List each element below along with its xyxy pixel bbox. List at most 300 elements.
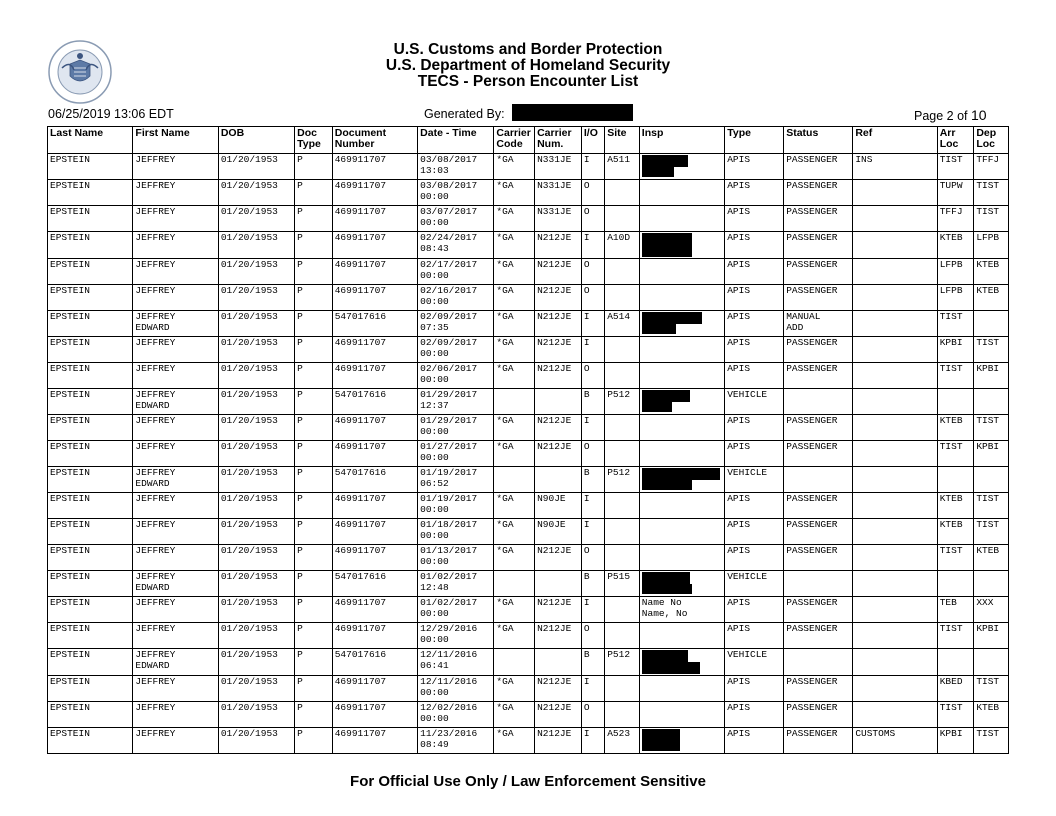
cell-first: JEFFREY [133, 232, 218, 259]
cell-dep: TIST [974, 206, 1009, 232]
cell-io: O [581, 702, 604, 728]
redaction-block [642, 584, 692, 594]
cell-dob: 01/20/1953 [218, 467, 294, 493]
cell-last: EPSTEIN [48, 311, 133, 337]
column-header: Arr Loc [937, 127, 974, 154]
cell-insp [639, 623, 724, 649]
cell-site [605, 363, 640, 389]
cell-status: PASSENGER [784, 285, 853, 311]
cell-status: MANUAL ADD [784, 311, 853, 337]
column-header: Status [784, 127, 853, 154]
table-row [48, 493, 1009, 519]
cell-docnum: 469911707 [332, 337, 417, 363]
generated-by-redaction [512, 104, 633, 121]
redaction-block [642, 312, 702, 324]
cell-status [784, 571, 853, 597]
table-row [48, 259, 1009, 285]
cell-type: APIS [725, 493, 784, 519]
cell-dob: 01/20/1953 [218, 363, 294, 389]
cell-dt: 03/08/2017 00:00 [418, 180, 494, 206]
cell-type: VEHICLE [725, 649, 784, 676]
redaction-block [642, 572, 690, 584]
table-row [48, 467, 1009, 493]
cell-last: EPSTEIN [48, 363, 133, 389]
cell-insp [639, 702, 724, 728]
redaction-block [642, 662, 700, 674]
cell-status: PASSENGER [784, 415, 853, 441]
cell-arr: TFFJ [937, 206, 974, 232]
cell-cc: *GA [494, 728, 535, 754]
redaction-block [642, 167, 674, 177]
cell-ref [853, 311, 937, 337]
cell-io: O [581, 441, 604, 467]
cell-ref [853, 337, 937, 363]
redaction-block [642, 480, 692, 490]
cell-ref [853, 519, 937, 545]
redaction-block [642, 729, 680, 751]
cell-dt: 02/24/2017 08:43 [418, 232, 494, 259]
cell-arr: KPBI [937, 728, 974, 754]
cell-insp [639, 285, 724, 311]
cell-dob: 01/20/1953 [218, 180, 294, 206]
column-header: Last Name [48, 127, 133, 154]
cell-doc: P [295, 389, 333, 415]
cell-dep: TIST [974, 519, 1009, 545]
cell-site [605, 180, 640, 206]
cell-ref [853, 623, 937, 649]
cell-last: EPSTEIN [48, 259, 133, 285]
cell-dt: 12/29/2016 00:00 [418, 623, 494, 649]
cell-doc: P [295, 180, 333, 206]
cell-arr: KTEB [937, 415, 974, 441]
cell-dep [974, 389, 1009, 415]
cell-docnum: 547017616 [332, 571, 417, 597]
cell-docnum: 469911707 [332, 676, 417, 702]
cell-io: O [581, 545, 604, 571]
cell-docnum: 469911707 [332, 232, 417, 259]
cell-insp [639, 519, 724, 545]
cell-docnum: 469911707 [332, 180, 417, 206]
cell-arr: TIST [937, 363, 974, 389]
column-header: Insp [639, 127, 724, 154]
cell-docnum: 469911707 [332, 206, 417, 232]
cell-status: PASSENGER [784, 363, 853, 389]
cell-dt: 12/11/2016 00:00 [418, 676, 494, 702]
cell-io: I [581, 519, 604, 545]
cell-doc: P [295, 415, 333, 441]
cell-last: EPSTEIN [48, 180, 133, 206]
cell-io: I [581, 154, 604, 180]
cell-type: APIS [725, 545, 784, 571]
cell-first: JEFFREY [133, 180, 218, 206]
cell-arr: KTEB [937, 493, 974, 519]
cell-last: EPSTEIN [48, 285, 133, 311]
cell-arr: TIST [937, 702, 974, 728]
cell-docnum: 469911707 [332, 493, 417, 519]
cell-type: APIS [725, 154, 784, 180]
cell-type: VEHICLE [725, 389, 784, 415]
cell-first: JEFFREY [133, 519, 218, 545]
cell-dob: 01/20/1953 [218, 649, 294, 676]
cell-ref [853, 441, 937, 467]
cell-cn: N212JE [535, 545, 582, 571]
cell-cc: *GA [494, 363, 535, 389]
cell-io: B [581, 571, 604, 597]
redaction-block [642, 233, 692, 257]
cell-insp [639, 311, 724, 337]
encounter-table [47, 126, 1009, 754]
cell-arr: TIST [937, 441, 974, 467]
table-row [48, 676, 1009, 702]
cell-ref: INS [853, 154, 937, 180]
cell-cc: *GA [494, 597, 535, 623]
cell-dt: 01/13/2017 00:00 [418, 545, 494, 571]
cell-cc: *GA [494, 154, 535, 180]
cell-type: APIS [725, 728, 784, 754]
cell-doc: P [295, 154, 333, 180]
cell-type: APIS [725, 206, 784, 232]
cell-ref [853, 285, 937, 311]
cell-last: EPSTEIN [48, 493, 133, 519]
cell-docnum: 469911707 [332, 519, 417, 545]
cell-first: JEFFREY [133, 728, 218, 754]
table-row [48, 597, 1009, 623]
cell-status: PASSENGER [784, 623, 853, 649]
table-row [48, 206, 1009, 232]
cell-cc: *GA [494, 623, 535, 649]
cell-docnum: 469911707 [332, 702, 417, 728]
cell-doc: P [295, 363, 333, 389]
cell-docnum: 469911707 [332, 623, 417, 649]
cell-ref [853, 676, 937, 702]
cell-dob: 01/20/1953 [218, 519, 294, 545]
cell-io: I [581, 728, 604, 754]
cell-first: JEFFREY [133, 441, 218, 467]
cell-status: PASSENGER [784, 597, 853, 623]
cell-cc [494, 649, 535, 676]
cell-type: APIS [725, 311, 784, 337]
cell-last: EPSTEIN [48, 232, 133, 259]
cell-cc: *GA [494, 259, 535, 285]
cell-last: EPSTEIN [48, 415, 133, 441]
cell-dt: 01/19/2017 06:52 [418, 467, 494, 493]
cell-io: I [581, 311, 604, 337]
cell-arr [937, 467, 974, 493]
table-row [48, 571, 1009, 597]
cell-doc: P [295, 311, 333, 337]
cell-cc [494, 389, 535, 415]
cell-dep: TIST [974, 676, 1009, 702]
cell-io: I [581, 337, 604, 363]
cell-status: PASSENGER [784, 154, 853, 180]
cell-status: PASSENGER [784, 206, 853, 232]
cell-first: JEFFREY [133, 285, 218, 311]
cell-io: B [581, 389, 604, 415]
cell-cc: *GA [494, 415, 535, 441]
cell-type: APIS [725, 415, 784, 441]
cell-status: PASSENGER [784, 545, 853, 571]
cell-dt: 01/02/2017 00:00 [418, 597, 494, 623]
cell-insp [639, 728, 724, 754]
cell-docnum: 469911707 [332, 597, 417, 623]
cell-cc: *GA [494, 232, 535, 259]
table-row [48, 441, 1009, 467]
cell-insp [639, 467, 724, 493]
header-department: U.S. Department of Homeland Security [385, 57, 671, 74]
cell-dob: 01/20/1953 [218, 571, 294, 597]
cell-type: APIS [725, 623, 784, 649]
cell-doc: P [295, 597, 333, 623]
cell-cc: *GA [494, 337, 535, 363]
cell-arr [937, 571, 974, 597]
report-datetime: 06/25/2019 13:06 EDT [48, 107, 174, 121]
column-header: First Name [133, 127, 218, 154]
cell-dep: KPBI [974, 441, 1009, 467]
cell-type: APIS [725, 676, 784, 702]
cell-status [784, 467, 853, 493]
cell-ref [853, 259, 937, 285]
table-row [48, 232, 1009, 259]
cell-arr [937, 389, 974, 415]
cell-first: JEFFREY EDWARD [133, 649, 218, 676]
cell-insp [639, 180, 724, 206]
cell-cn [535, 467, 582, 493]
cell-cc: *GA [494, 441, 535, 467]
cell-site [605, 545, 640, 571]
cell-dep: TIST [974, 415, 1009, 441]
cell-last: EPSTEIN [48, 206, 133, 232]
cell-dep: KPBI [974, 623, 1009, 649]
cell-first: JEFFREY [133, 676, 218, 702]
table-row [48, 415, 1009, 441]
cell-first: JEFFREY EDWARD [133, 389, 218, 415]
column-header: Dep Loc [974, 127, 1009, 154]
cell-doc: P [295, 623, 333, 649]
cell-dt: 02/06/2017 00:00 [418, 363, 494, 389]
redaction-block [642, 155, 688, 167]
cell-dep [974, 311, 1009, 337]
cell-first: JEFFREY [133, 702, 218, 728]
cell-dob: 01/20/1953 [218, 623, 294, 649]
cell-dob: 01/20/1953 [218, 441, 294, 467]
cell-io: O [581, 285, 604, 311]
cell-doc: P [295, 493, 333, 519]
cell-dt: 02/16/2017 00:00 [418, 285, 494, 311]
cell-ref [853, 545, 937, 571]
cell-cn: N212JE [535, 415, 582, 441]
generated-by-label: Generated By: [424, 107, 505, 121]
cell-insp [639, 363, 724, 389]
cell-dt: 12/02/2016 00:00 [418, 702, 494, 728]
cell-first: JEFFREY [133, 597, 218, 623]
table-header-row [48, 127, 1009, 154]
cell-io: I [581, 232, 604, 259]
cell-cn: N90JE [535, 493, 582, 519]
cell-first: JEFFREY [133, 363, 218, 389]
cell-arr: TUPW [937, 180, 974, 206]
cell-doc: P [295, 259, 333, 285]
table-row [48, 545, 1009, 571]
cell-dob: 01/20/1953 [218, 597, 294, 623]
cell-ref [853, 649, 937, 676]
cell-dt: 02/09/2017 07:35 [418, 311, 494, 337]
cell-cn: N90JE [535, 519, 582, 545]
cell-status: PASSENGER [784, 259, 853, 285]
cell-last: EPSTEIN [48, 154, 133, 180]
cell-dt: 01/27/2017 00:00 [418, 441, 494, 467]
cell-io: I [581, 415, 604, 441]
cell-docnum: 469911707 [332, 415, 417, 441]
cell-insp [639, 154, 724, 180]
cell-dt: 12/11/2016 06:41 [418, 649, 494, 676]
cell-dep: KTEB [974, 285, 1009, 311]
page-label: Page 2 of [914, 109, 968, 123]
cell-insp [639, 415, 724, 441]
cell-insp [639, 206, 724, 232]
cell-cc: *GA [494, 206, 535, 232]
page-total: 10 [971, 107, 987, 123]
cell-docnum: 469911707 [332, 441, 417, 467]
cell-insp [639, 571, 724, 597]
cell-ref [853, 232, 937, 259]
cell-type: APIS [725, 180, 784, 206]
cell-last: EPSTEIN [48, 623, 133, 649]
column-header: Doc Type [295, 127, 333, 154]
cell-dep [974, 571, 1009, 597]
cell-docnum: 547017616 [332, 389, 417, 415]
table-row [48, 728, 1009, 754]
cell-site: A511 [605, 154, 640, 180]
cell-site: A514 [605, 311, 640, 337]
column-header: Type [725, 127, 784, 154]
cell-last: EPSTEIN [48, 571, 133, 597]
cell-type: APIS [725, 441, 784, 467]
cell-insp [639, 441, 724, 467]
cell-cn: N212JE [535, 597, 582, 623]
cell-site: A523 [605, 728, 640, 754]
cell-dob: 01/20/1953 [218, 676, 294, 702]
cell-cn: N212JE [535, 702, 582, 728]
cell-dob: 01/20/1953 [218, 232, 294, 259]
cell-dob: 01/20/1953 [218, 493, 294, 519]
cell-insp [639, 259, 724, 285]
cell-docnum: 547017616 [332, 311, 417, 337]
cell-ref [853, 597, 937, 623]
cell-insp [639, 676, 724, 702]
cell-dob: 01/20/1953 [218, 337, 294, 363]
cell-ref [853, 467, 937, 493]
cell-dep: TIST [974, 493, 1009, 519]
redaction-block [642, 650, 688, 662]
cell-last: EPSTEIN [48, 389, 133, 415]
cell-first: JEFFREY EDWARD [133, 467, 218, 493]
cell-insp [639, 545, 724, 571]
cell-cc: *GA [494, 676, 535, 702]
column-header: Ref [853, 127, 937, 154]
cell-dep: KTEB [974, 545, 1009, 571]
cell-site [605, 597, 640, 623]
cell-status [784, 649, 853, 676]
cell-status [784, 389, 853, 415]
cell-doc: P [295, 649, 333, 676]
table-row [48, 649, 1009, 676]
cell-arr: TIST [937, 545, 974, 571]
table-row [48, 702, 1009, 728]
cell-arr [937, 649, 974, 676]
table-row [48, 623, 1009, 649]
redaction-block [642, 390, 690, 402]
cell-cc: *GA [494, 180, 535, 206]
cell-docnum: 547017616 [332, 649, 417, 676]
dhs-seal-logo [48, 40, 112, 104]
cell-cc: *GA [494, 493, 535, 519]
cell-first: JEFFREY [133, 259, 218, 285]
cell-cc: *GA [494, 285, 535, 311]
cell-dob: 01/20/1953 [218, 415, 294, 441]
cell-type: VEHICLE [725, 467, 784, 493]
cell-ref [853, 389, 937, 415]
cell-site: P512 [605, 649, 640, 676]
cell-ref: CUSTOMS [853, 728, 937, 754]
cell-doc: P [295, 232, 333, 259]
cell-dt: 01/02/2017 12:48 [418, 571, 494, 597]
cell-docnum: 469911707 [332, 363, 417, 389]
report-title: TECS - Person Encounter List [417, 73, 639, 90]
header-agency: U.S. Customs and Border Protection [393, 41, 663, 58]
cell-dob: 01/20/1953 [218, 545, 294, 571]
cell-arr: KPBI [937, 337, 974, 363]
cell-first: JEFFREY [133, 154, 218, 180]
cell-docnum: 469911707 [332, 545, 417, 571]
cell-dt: 03/08/2017 13:03 [418, 154, 494, 180]
cell-ref [853, 180, 937, 206]
cell-insp [639, 337, 724, 363]
cell-cn: N212JE [535, 337, 582, 363]
cell-type: VEHICLE [725, 571, 784, 597]
table-row [48, 363, 1009, 389]
cell-dt: 01/29/2017 12:37 [418, 389, 494, 415]
cell-doc: P [295, 571, 333, 597]
cell-cn: N212JE [535, 311, 582, 337]
cell-insp [639, 493, 724, 519]
cell-status: PASSENGER [784, 728, 853, 754]
cell-cn: N212JE [535, 285, 582, 311]
cell-io: B [581, 649, 604, 676]
cell-arr: LFPB [937, 259, 974, 285]
cell-arr: TIST [937, 154, 974, 180]
table-row [48, 337, 1009, 363]
cell-ref [853, 363, 937, 389]
cell-insp [639, 232, 724, 259]
cell-first: JEFFREY [133, 623, 218, 649]
column-header: Document Number [332, 127, 417, 154]
cell-ref [853, 571, 937, 597]
cell-type: APIS [725, 519, 784, 545]
cell-site [605, 493, 640, 519]
cell-cn: N212JE [535, 259, 582, 285]
cell-last: EPSTEIN [48, 728, 133, 754]
cell-dep: KPBI [974, 363, 1009, 389]
cell-dob: 01/20/1953 [218, 311, 294, 337]
cell-first: JEFFREY [133, 337, 218, 363]
cell-cc: *GA [494, 545, 535, 571]
cell-site [605, 285, 640, 311]
cell-ref [853, 415, 937, 441]
cell-dt: 02/17/2017 00:00 [418, 259, 494, 285]
cell-dep: TFFJ [974, 154, 1009, 180]
cell-cn [535, 649, 582, 676]
cell-site: A10D [605, 232, 640, 259]
